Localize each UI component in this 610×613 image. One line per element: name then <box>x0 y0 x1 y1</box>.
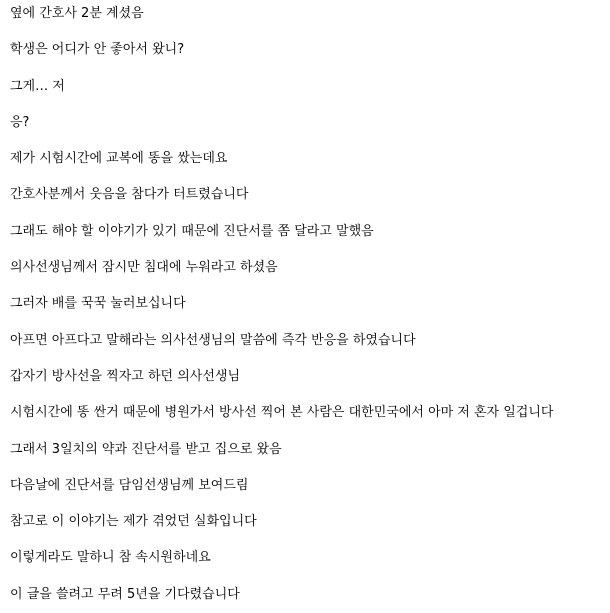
story-line: 응? <box>10 114 30 130</box>
story-line: 갑자기 방사선을 찍자고 하던 의사선생님 <box>10 368 241 384</box>
story-line: 그래도 해야 할 이야기가 있기 때문에 진단서를 쫌 달라고 말했음 <box>10 223 374 239</box>
story-line: 옆에 간호사 2분 계셨음 <box>10 6 144 21</box>
story-line: 학생은 어디가 안 좋아서 왔니? <box>10 42 185 58</box>
story-line: 의사선생님께서 잠시만 침대에 누워라고 하셨음 <box>10 260 278 276</box>
story-line: 간호사분께서 웃음을 참다가 터트렸습니다 <box>10 187 249 203</box>
story-line: 그게… 저 <box>10 78 65 94</box>
story-line: 제가 시험시간에 교복에 똥을 쌌는데요 <box>10 151 228 167</box>
story-line: 그래서 3일치의 약과 진단서를 받고 집으로 왔음 <box>10 441 282 457</box>
story-line: 참고로 이 이야기는 제가 겪었던 실화입니다 <box>10 514 257 530</box>
story-line: 아프면 아프다고 말해라는 의사선생님의 말씀에 즉각 반응을 하였습니다 <box>10 332 416 348</box>
story-line: 그러자 배를 꾹꾹 눌러보십니다 <box>10 296 186 312</box>
story-line: 이렇게라도 말하니 참 속시원하네요 <box>10 550 211 566</box>
story-line: 시험시간에 똥 싼거 때문에 병원가서 방사선 찍어 본 사람은 대한민국에서 아마 저 혼자 일겁니다 <box>10 405 554 421</box>
story-line: 이 글을 쓸려고 무려 5년을 기다렸습니다 <box>10 586 240 602</box>
story-line: 다음날에 진단서를 담임선생님께 보여드림 <box>10 477 249 493</box>
